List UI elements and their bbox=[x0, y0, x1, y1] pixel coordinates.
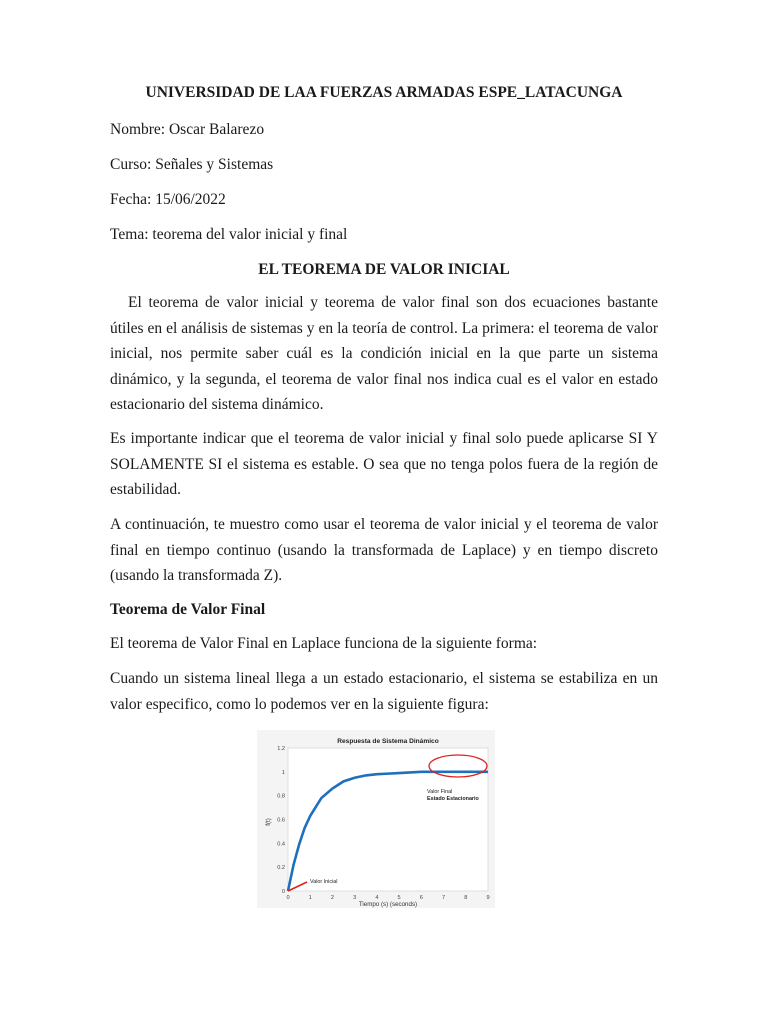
paragraph-stability: Es importante indicar que el teorema de valor inicial y final solo puede aplicarse SI Y SOLAMENTE SI el sistema es estable. O sea que no tenga polos fuera de la región de estabilidad. bbox=[110, 430, 658, 498]
y-tick-label: 0.2 bbox=[277, 865, 285, 872]
x-axis-label: Tiempo (s) (seconds) bbox=[358, 901, 418, 908]
y-tick-label: 1 bbox=[281, 769, 285, 776]
steady-state-label: Estado Estacionario bbox=[427, 796, 479, 802]
x-tick-label: 6 bbox=[419, 895, 423, 901]
paragraph-steady-state: Cuando un sistema lineal llega a un estado estacionario, el sistema se estabiliza en un valor especifico, como lo podemos ver en la siguiente figura: bbox=[110, 670, 658, 713]
plot-area bbox=[288, 748, 488, 891]
initial-value-label: Valor Inicial bbox=[310, 879, 338, 885]
x-tick-label: 3 bbox=[353, 895, 357, 901]
y-tick-label: 0.4 bbox=[277, 841, 285, 848]
response-figure bbox=[257, 730, 495, 908]
paragraph-laplace: El teorema de Valor Final en Laplace funciona de la siguiente forma: bbox=[110, 635, 538, 652]
chart-title: Respuesta de Sistema Dinámico bbox=[337, 738, 439, 745]
x-tick-label: 9 bbox=[486, 895, 490, 901]
section-title: EL TEOREMA DE VALOR INICIAL bbox=[258, 261, 510, 278]
y-tick-label: 0.8 bbox=[277, 793, 285, 800]
university-title: UNIVERSIDAD DE LAA FUERZAS ARMADAS ESPE_LATACUNGA bbox=[145, 84, 623, 101]
y-tick-label: 0 bbox=[281, 889, 285, 895]
course-line: Curso: Señales y Sistemas bbox=[110, 156, 274, 173]
y-tick-label: 0.6 bbox=[277, 817, 285, 824]
final-value-label: Valor Final bbox=[427, 789, 453, 795]
x-tick-label: 5 bbox=[397, 895, 401, 901]
topic-line: Tema: teorema del valor inicial y final bbox=[110, 226, 348, 243]
student-name: Nombre: Oscar Balarezo bbox=[110, 121, 265, 138]
x-tick-label: 8 bbox=[464, 895, 468, 901]
x-tick-label: 1 bbox=[308, 895, 312, 901]
y-tick-label: 1.2 bbox=[277, 746, 285, 752]
x-tick-label: 2 bbox=[330, 895, 335, 901]
response-chart bbox=[257, 730, 495, 908]
date-line: Fecha: 15/06/2022 bbox=[110, 191, 226, 208]
paragraph-intro: El teorema de valor inicial y teorema de valor final son dos ecuaciones bastante útiles en el análisis de sistemas y en la teoría de control. La primera: el teorema de valor inicial, nos permite saber cuál es la condición inicial en la que parte un sistema dinámico, y la segunda, el teorema de valor final nos indica cual es el valor en estado estacionario del sistema dinámico. bbox=[110, 294, 658, 413]
x-tick-label: 4 bbox=[375, 895, 379, 901]
x-tick-label: 7 bbox=[441, 895, 446, 901]
paragraph-continuation: A continuación, te muestro como usar el teorema de valor inicial y el teorema de valor final en tiempo continuo (usando la transformada de Laplace) y en tiempo discreto (usando la transformada Z). bbox=[110, 516, 658, 584]
x-tick-label: 0 bbox=[286, 895, 290, 901]
y-axis-label: f(t) bbox=[265, 818, 272, 826]
subheading-final-value: Teorema de Valor Final bbox=[110, 601, 266, 618]
